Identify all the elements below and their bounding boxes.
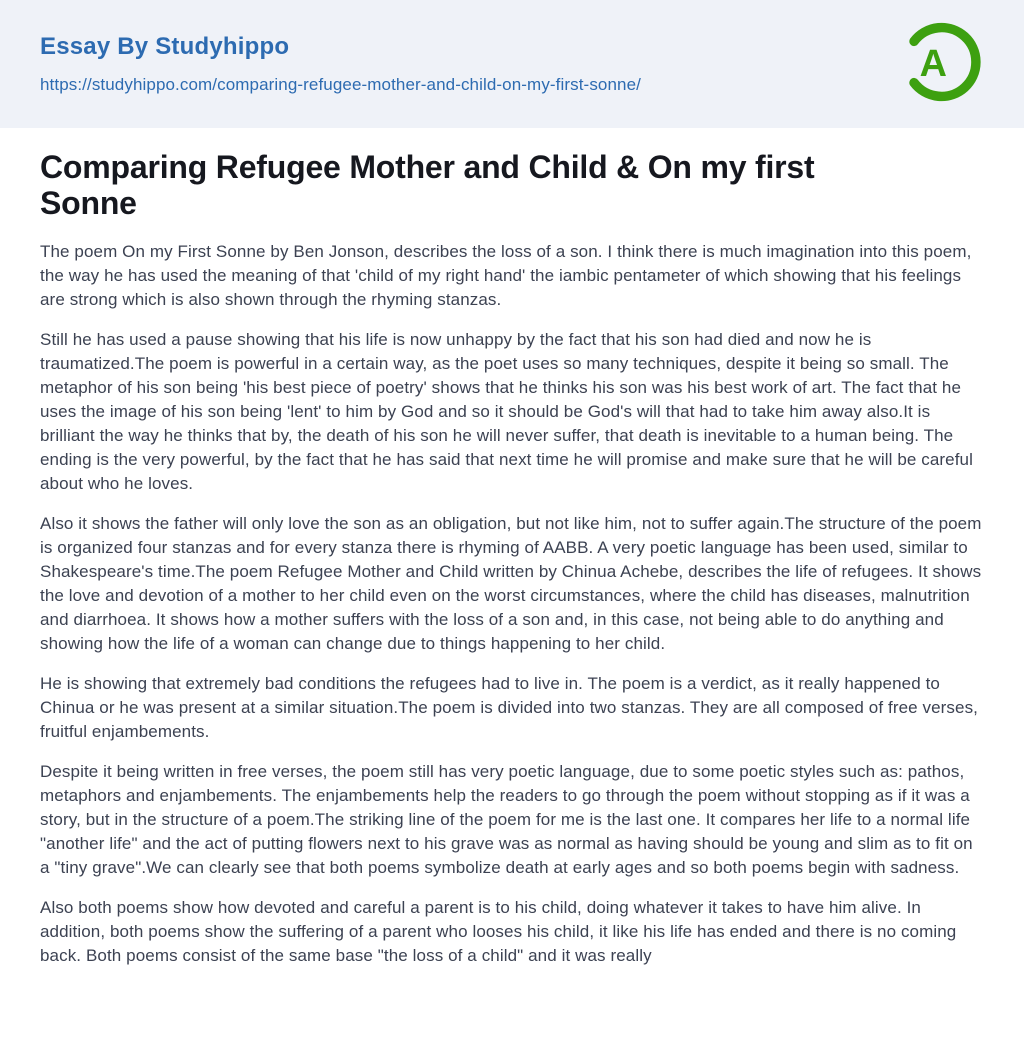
site-header [0, 0, 1024, 128]
essay-paragraph-3: Also it shows the father will only love the son as an obligation, but not like him, not to suffer again.The structure of the poem is organized four stanzas and for every stanza there is rhyming of AABB. A very poetic language has been used, similar to Shakespeare's time.The poem Refugee Mother and Child written by Chinua Achebe, describes the life of refugees. It shows the love and devotion of a mother to her child even on the worst circumstances, where the child has diseases, malnutrition and diarrhoea. It shows how a mother suffers with the loss of a son and, in this case, not being able to do anything and showing how the life of a woman can change due to things happening to her child. [40, 513, 982, 653]
studyhippo-logo-icon [898, 19, 984, 105]
essay-paragraph-4: He is showing that extremely bad conditions the refugees had to live in. The poem is a verdict, as it really happened to Chinua or he was present at a similar situation.The poem is divided into two stanzas. They are all composed of free verses, fruitful enjambements. [40, 673, 979, 741]
essay-paragraph-5: Despite it being written in free verses, the poem still has very poetic language, due to some poetic styles such as: pathos, metaphors and enjambements. The enjambements help the readers to go through the poem without stopping as if it was a story, but in the structure of a poem.The striking line of the poem for me is the last one. It compares her life to a normal life "another life" and the act of putting flowers next to his grave was as normal as having should be young and slim as to fit on a "tiny grave".We can clearly see that both poems symbolize death at early ages and so both poems begin with sadness. [40, 761, 973, 877]
essay-title: Comparing Refugee Mother and Child & On my first Sonne [40, 149, 815, 221]
site-label: Essay By Studyhippo [40, 33, 290, 60]
header-text-block [40, 33, 641, 95]
essay-paragraph-2: Still he has used a pause showing that his life is now unhappy by the fact that his son had died and now he is traumatized.The poem is powerful in a certain way, as the poet uses so many techniques, despite it being so small. The metaphor of his son being 'his best piece of poetry' shows that he thinks his son was his best work of art. The fact that he uses the image of his son being 'lent' to him by God and so it should be God's will that had to take him away also.It is brilliant the way he thinks that by, the death of his son he will never suffer, that death is inevitable to a human being. The ending is the very powerful, by the fact that he has said that next time he will promise and make sure that he will be careful about who he loves. [40, 329, 973, 493]
logo-letter: A [919, 42, 947, 85]
source-url-link[interactable]: https://studyhippo.com/comparing-refugee-mother-and-child-on-my-first-sonne/ [40, 75, 641, 94]
essay-paragraph-1: The poem On my First Sonne by Ben Jonson, describes the loss of a son. I think there is much imagination into this poem, the way he has used the meaning of that 'child of my right hand' the iambic pentameter of which showing that his feelings are strong which is also shown through the rhyming stanzas. [40, 241, 972, 309]
essay-content [0, 128, 1024, 968]
essay-paragraph-6: Also both poems show how devoted and careful a parent is to his child, doing whatever it takes to have him alive. In addition, both poems show the suffering of a parent who looses his child, it like his life has ended and there is no coming back. Both poems consist of the same base "the loss of a child" and it was really [40, 897, 957, 965]
